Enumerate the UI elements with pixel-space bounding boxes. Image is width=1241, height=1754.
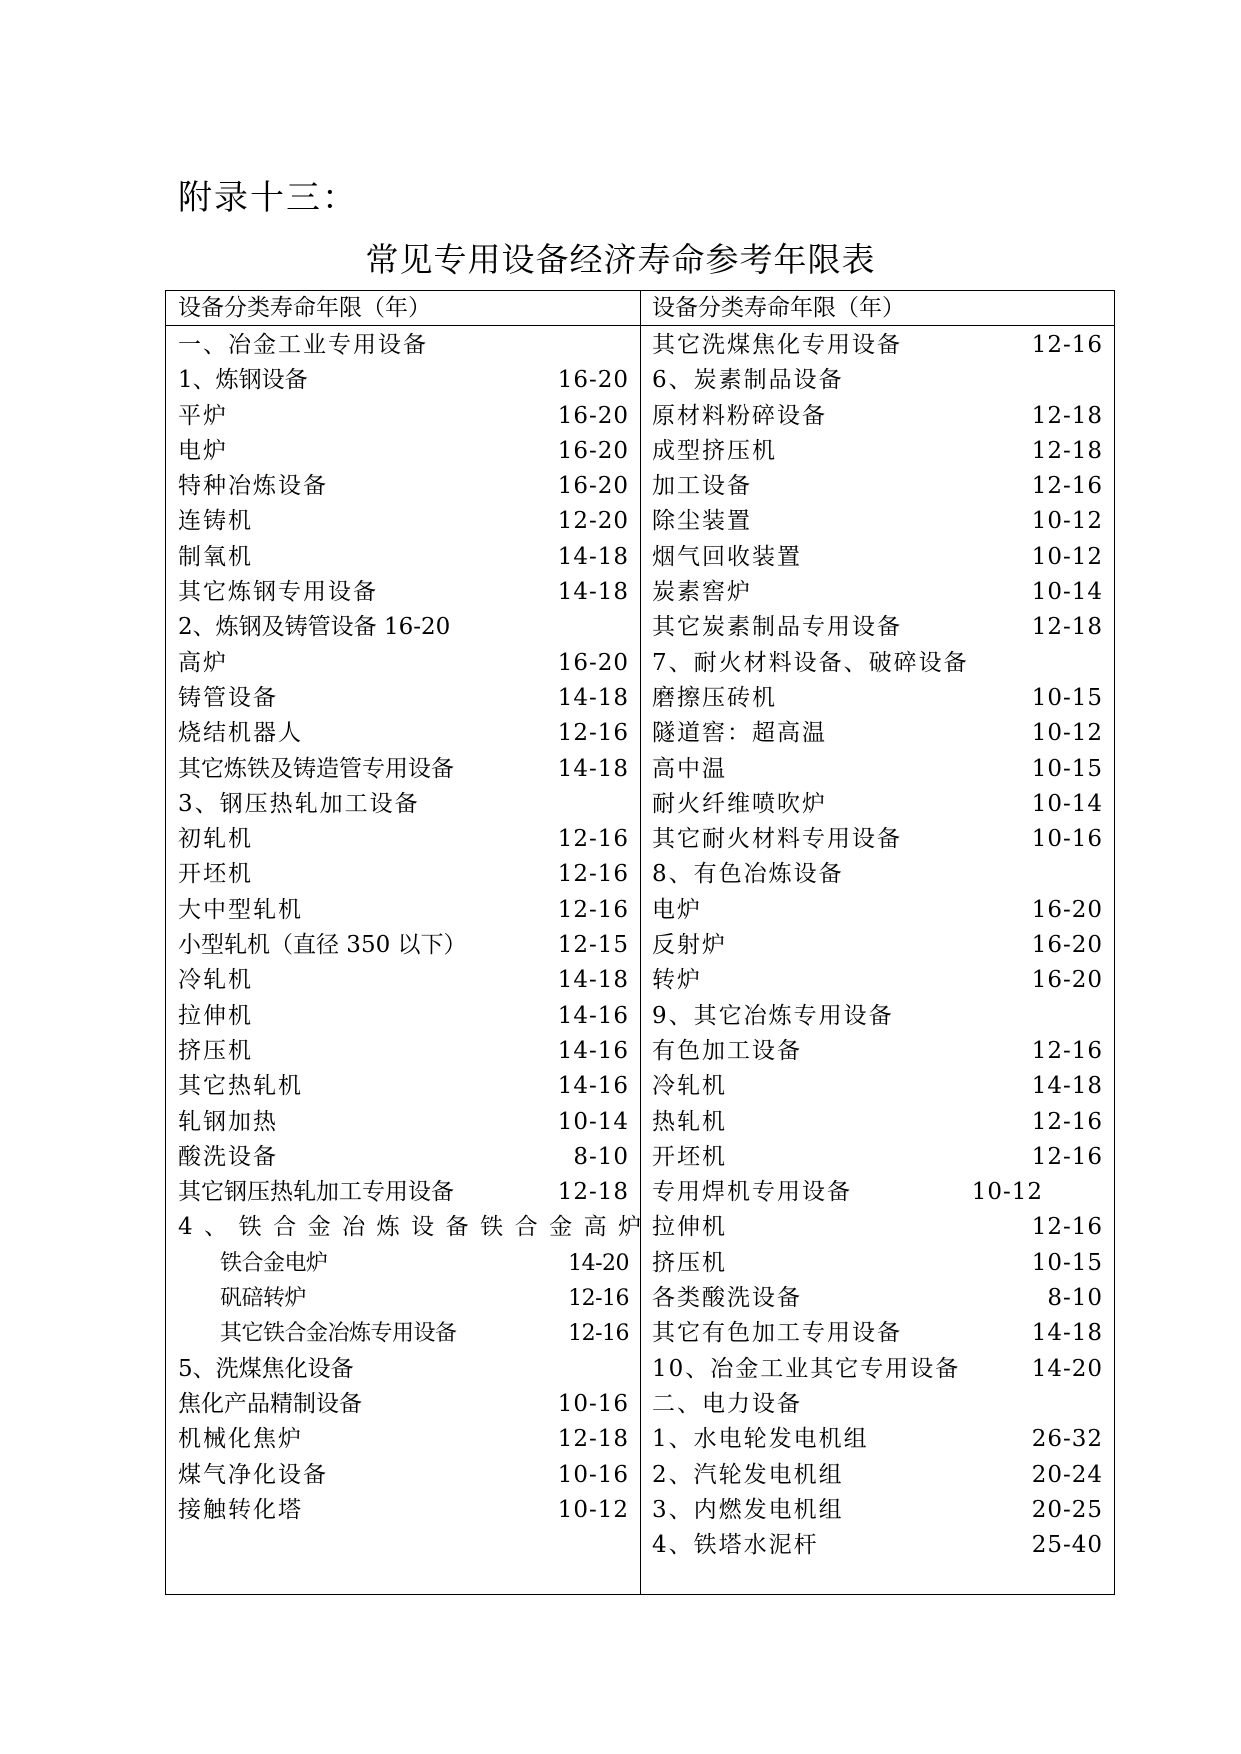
- equipment-label: 6、炭素制品设备: [652, 367, 844, 394]
- life-years: 14-20: [568, 1250, 629, 1276]
- table-row: [652, 363, 1105, 398]
- table-row: [178, 575, 631, 610]
- table-row: [178, 1493, 631, 1528]
- life-years: 14-16: [557, 1002, 629, 1029]
- table-row: [652, 1352, 1105, 1387]
- table-row: [178, 716, 631, 751]
- life-years: 16-20: [557, 437, 629, 464]
- life-years: 12-16: [1031, 332, 1103, 358]
- life-years: 16-20: [557, 473, 629, 500]
- equipment-label: 8、有色冶炼设备: [652, 861, 844, 888]
- equipment-label: 电炉: [178, 437, 228, 464]
- table-row: [652, 575, 1105, 610]
- equipment-label: 反射炉: [652, 932, 727, 959]
- table-row: [652, 1210, 1105, 1245]
- table-row: [178, 1387, 631, 1422]
- table-row: [652, 399, 1105, 434]
- right-column-rows: [652, 328, 1105, 1563]
- equipment-label: 3、内燃发电机组: [652, 1496, 844, 1523]
- equipment-label: 热轧机: [652, 1108, 727, 1135]
- equipment-label: 有色加工设备: [652, 1037, 802, 1064]
- table-row: [652, 1458, 1105, 1493]
- equipment-label: 冷轧机: [178, 967, 253, 994]
- life-years: 16-20: [1031, 932, 1103, 959]
- equipment-label: 高炉: [178, 649, 228, 676]
- table-row: [652, 1034, 1105, 1069]
- equipment-label: 平炉: [178, 402, 228, 429]
- life-years: 12-16: [557, 720, 629, 747]
- equipment-label: 转炉: [652, 967, 702, 994]
- equipment-label: 4、铁合金冶炼设备铁合金高炉: [178, 1214, 653, 1241]
- table-row: [652, 1387, 1105, 1422]
- equipment-label: 接触转化塔: [178, 1496, 303, 1523]
- table-row: [178, 1316, 631, 1351]
- life-years: 12-16: [557, 826, 629, 853]
- life-years: 12-16: [1031, 1037, 1103, 1064]
- life-years: 12-18: [1031, 437, 1103, 464]
- table-row: [652, 681, 1105, 716]
- life-years: 12-18: [557, 1426, 629, 1453]
- life-years: 10-15: [1031, 1249, 1103, 1276]
- table-row: [178, 1034, 631, 1069]
- table-row: [652, 540, 1105, 575]
- life-years: 14-16: [557, 1073, 629, 1100]
- table-row: [178, 1422, 631, 1457]
- equipment-label: 二、电力设备: [652, 1390, 802, 1417]
- life-years: 12-15: [557, 932, 629, 959]
- table-row: [652, 1422, 1105, 1457]
- table-row: [652, 822, 1105, 857]
- table-row: [652, 716, 1105, 751]
- equipment-label: 1、水电轮发电机组: [652, 1426, 869, 1453]
- left-column-rows: [178, 328, 653, 1528]
- life-years: 10-15: [1031, 755, 1103, 782]
- table-row: [178, 963, 631, 998]
- life-years: 8-10: [573, 1143, 629, 1170]
- table-row: [178, 928, 631, 963]
- life-years: 12-16: [1031, 473, 1103, 500]
- life-years: 12-18: [1031, 402, 1103, 429]
- life-years: 12-18: [1031, 614, 1103, 641]
- life-years: 8-10: [1047, 1285, 1103, 1312]
- life-years: 14-18: [557, 684, 629, 711]
- equipment-label: 特种冶炼设备: [178, 473, 328, 500]
- life-years: 12-20: [557, 508, 629, 535]
- equipment-label: 烟气回收装置: [652, 543, 802, 570]
- table-row: [178, 646, 631, 681]
- equipment-label: 煤气净化设备: [178, 1461, 328, 1488]
- life-years: 14-18: [1031, 1320, 1103, 1347]
- table-row: [178, 1246, 631, 1281]
- equipment-label: 2、汽轮发电机组: [652, 1461, 844, 1488]
- life-years: 10-14: [1031, 790, 1103, 817]
- life-years: 10-16: [557, 1461, 629, 1488]
- life-years: 10-16: [1031, 826, 1103, 853]
- equipment-label: 机械化焦炉: [178, 1426, 303, 1453]
- life-years: 12-16: [1031, 1108, 1103, 1135]
- life-years: 16-20: [1031, 967, 1103, 994]
- equipment-label: 烧结机器人: [178, 720, 303, 747]
- life-years: 16-20: [557, 367, 629, 394]
- table-row: [652, 787, 1105, 822]
- table-row: [178, 1140, 631, 1175]
- table-row: [652, 469, 1105, 504]
- equipment-label: 连铸机: [178, 508, 253, 535]
- life-years: 12-16: [557, 861, 629, 888]
- left-column-header: 设备分类寿命年限（年）: [178, 295, 431, 321]
- equipment-label: 矾碚转炉: [220, 1286, 307, 1312]
- equipment-label: 各类酸洗设备: [652, 1285, 802, 1312]
- equipment-label: 初轧机: [178, 826, 253, 853]
- table-row: [652, 1528, 1105, 1563]
- equipment-label: 一、冶金工业专用设备: [178, 332, 428, 358]
- equipment-label: 2、炼钢及铸管设备 16-20: [178, 614, 451, 641]
- life-years: 12-16: [568, 1321, 629, 1347]
- table-row: [178, 399, 631, 434]
- table-row: [178, 1210, 653, 1245]
- equipment-label: 专用焊机专用设备: [652, 1179, 852, 1206]
- equipment-life-table: [165, 290, 1115, 1595]
- table-row: [652, 1140, 1105, 1175]
- life-years: 26-32: [1031, 1426, 1103, 1453]
- table-row: [652, 1493, 1105, 1528]
- equipment-label: 大中型轧机: [178, 896, 303, 923]
- equipment-label: 7、耐火材料设备、破碎设备: [652, 649, 969, 676]
- table-row: [178, 540, 631, 575]
- life-years: 10-14: [557, 1108, 629, 1135]
- equipment-label: 制氧机: [178, 543, 253, 570]
- equipment-label: 挤压机: [652, 1249, 727, 1276]
- equipment-label: 4、铁塔水泥杆: [652, 1532, 819, 1559]
- table-row: [178, 752, 631, 787]
- life-years: 14-16: [557, 1037, 629, 1064]
- table-row: [652, 1316, 1105, 1351]
- equipment-label: 磨擦压砖机: [652, 684, 777, 711]
- equipment-label: 耐火纤维喷吹炉: [652, 790, 827, 817]
- equipment-label: 3、钢压热轧加工设备: [178, 790, 420, 817]
- life-years: 10-12: [1031, 720, 1103, 747]
- equipment-label: 拉伸机: [652, 1214, 727, 1241]
- equipment-label: 其它钢压热轧加工专用设备: [178, 1179, 454, 1206]
- equipment-label: 除尘装置: [652, 508, 752, 535]
- life-years: 12-16: [1031, 1143, 1103, 1170]
- table-row: [178, 1105, 631, 1140]
- equipment-label: 拉伸机: [178, 1002, 253, 1029]
- life-years: 25-40: [1031, 1532, 1103, 1559]
- table-row: [652, 1281, 1105, 1316]
- life-years: 12-18: [557, 1179, 629, 1206]
- equipment-label: 其它洗煤焦化专用设备: [652, 332, 902, 358]
- table-row: [178, 1069, 631, 1104]
- life-years: 10-12: [971, 1179, 1043, 1206]
- table-row: [178, 1458, 631, 1493]
- equipment-label: 其它耐火材料专用设备: [652, 826, 902, 853]
- equipment-label: 其它炼铁及铸造管专用设备: [178, 755, 454, 782]
- table-row: [178, 1352, 631, 1387]
- table-row: [652, 1105, 1105, 1140]
- equipment-label: 其它热轧机: [178, 1073, 303, 1100]
- equipment-label: 小型轧机（直径 350 以下）: [178, 932, 467, 959]
- table-row: [652, 1175, 1105, 1210]
- table-row: [178, 681, 631, 716]
- table-row: [178, 610, 631, 645]
- equipment-label: 炭素窖炉: [652, 579, 752, 606]
- table-row: [178, 1175, 631, 1210]
- life-years: 14-18: [557, 967, 629, 994]
- life-years: 14-20: [1031, 1355, 1103, 1382]
- equipment-label: 成型挤压机: [652, 437, 777, 464]
- equipment-label: 原材料粉碎设备: [652, 402, 827, 429]
- life-years: 14-18: [557, 579, 629, 606]
- table-row: [178, 328, 631, 363]
- equipment-label: 其它有色加工专用设备: [652, 1320, 902, 1347]
- equipment-label: 9、其它冶炼专用设备: [652, 1002, 894, 1029]
- equipment-label: 开坯机: [652, 1143, 727, 1170]
- equipment-label: 5、洗煤焦化设备: [178, 1355, 354, 1382]
- equipment-label: 其它铁合金冶炼专用设备: [220, 1321, 457, 1347]
- life-years: 10-16: [557, 1390, 629, 1417]
- life-years: 16-20: [1031, 896, 1103, 923]
- equipment-label: 高中温: [652, 755, 727, 782]
- table-row: [178, 469, 631, 504]
- equipment-label: 酸洗设备: [178, 1143, 278, 1170]
- life-years: 10-15: [1031, 684, 1103, 711]
- table-row: [178, 857, 631, 892]
- table-row: [652, 752, 1105, 787]
- equipment-label: 铁合金电炉: [220, 1250, 328, 1276]
- equipment-label: 10、冶金工业其它专用设备: [652, 1355, 961, 1382]
- equipment-label: 铸管设备: [178, 684, 278, 711]
- table-row: [178, 1281, 631, 1316]
- life-years: 12-16: [1031, 1214, 1103, 1241]
- life-years: 16-20: [557, 402, 629, 429]
- life-years: 10-14: [1031, 579, 1103, 606]
- life-years: 12-16: [557, 896, 629, 923]
- life-years: 14-18: [557, 543, 629, 570]
- table-row: [652, 999, 1105, 1034]
- equipment-label: 焦化产品精制设备: [178, 1390, 362, 1417]
- equipment-label: 挤压机: [178, 1037, 253, 1064]
- life-years: 12-16: [568, 1286, 629, 1312]
- life-years: 10-12: [1031, 543, 1103, 570]
- table-row: [178, 363, 631, 398]
- table-row: [178, 893, 631, 928]
- life-years: 10-12: [557, 1496, 629, 1523]
- header-rule: [166, 325, 1114, 326]
- life-years: 20-24: [1031, 1461, 1103, 1488]
- table-row: [178, 504, 631, 539]
- equipment-label: 加工设备: [652, 473, 752, 500]
- equipment-label: 开坯机: [178, 861, 253, 888]
- life-years: 16-20: [557, 649, 629, 676]
- table-row: [178, 787, 631, 822]
- equipment-label: 其它炼钢专用设备: [178, 579, 378, 606]
- equipment-label: 其它炭素制品专用设备: [652, 614, 902, 641]
- equipment-label: 1、炼钢设备: [178, 367, 308, 394]
- life-years: 14-18: [557, 755, 629, 782]
- right-column-header: 设备分类寿命年限（年）: [652, 295, 905, 321]
- equipment-label: 轧钢加热: [178, 1108, 278, 1135]
- table-row: [652, 963, 1105, 998]
- table-row: [652, 928, 1105, 963]
- table-row: [652, 434, 1105, 469]
- table-row: [652, 504, 1105, 539]
- table-row: [652, 610, 1105, 645]
- table-title: 常见专用设备经济寿命参考年限表: [365, 240, 876, 279]
- appendix-label: 附录十三：: [178, 178, 358, 218]
- table-row: [652, 893, 1105, 928]
- table-row: [178, 434, 631, 469]
- table-row: [178, 999, 631, 1034]
- equipment-label: 冷轧机: [652, 1073, 727, 1100]
- life-years: 10-12: [1031, 508, 1103, 535]
- table-row: [652, 1069, 1105, 1104]
- table-row: [652, 328, 1105, 363]
- life-years: 14-18: [1031, 1073, 1103, 1100]
- equipment-label: 电炉: [652, 896, 702, 923]
- life-years: 20-25: [1031, 1496, 1103, 1523]
- table-row: [178, 822, 631, 857]
- equipment-label: 隧道窖：超高温: [652, 720, 827, 747]
- table-row: [652, 857, 1105, 892]
- table-row: [652, 646, 1105, 681]
- column-divider: [640, 291, 641, 1594]
- table-row: [652, 1246, 1105, 1281]
